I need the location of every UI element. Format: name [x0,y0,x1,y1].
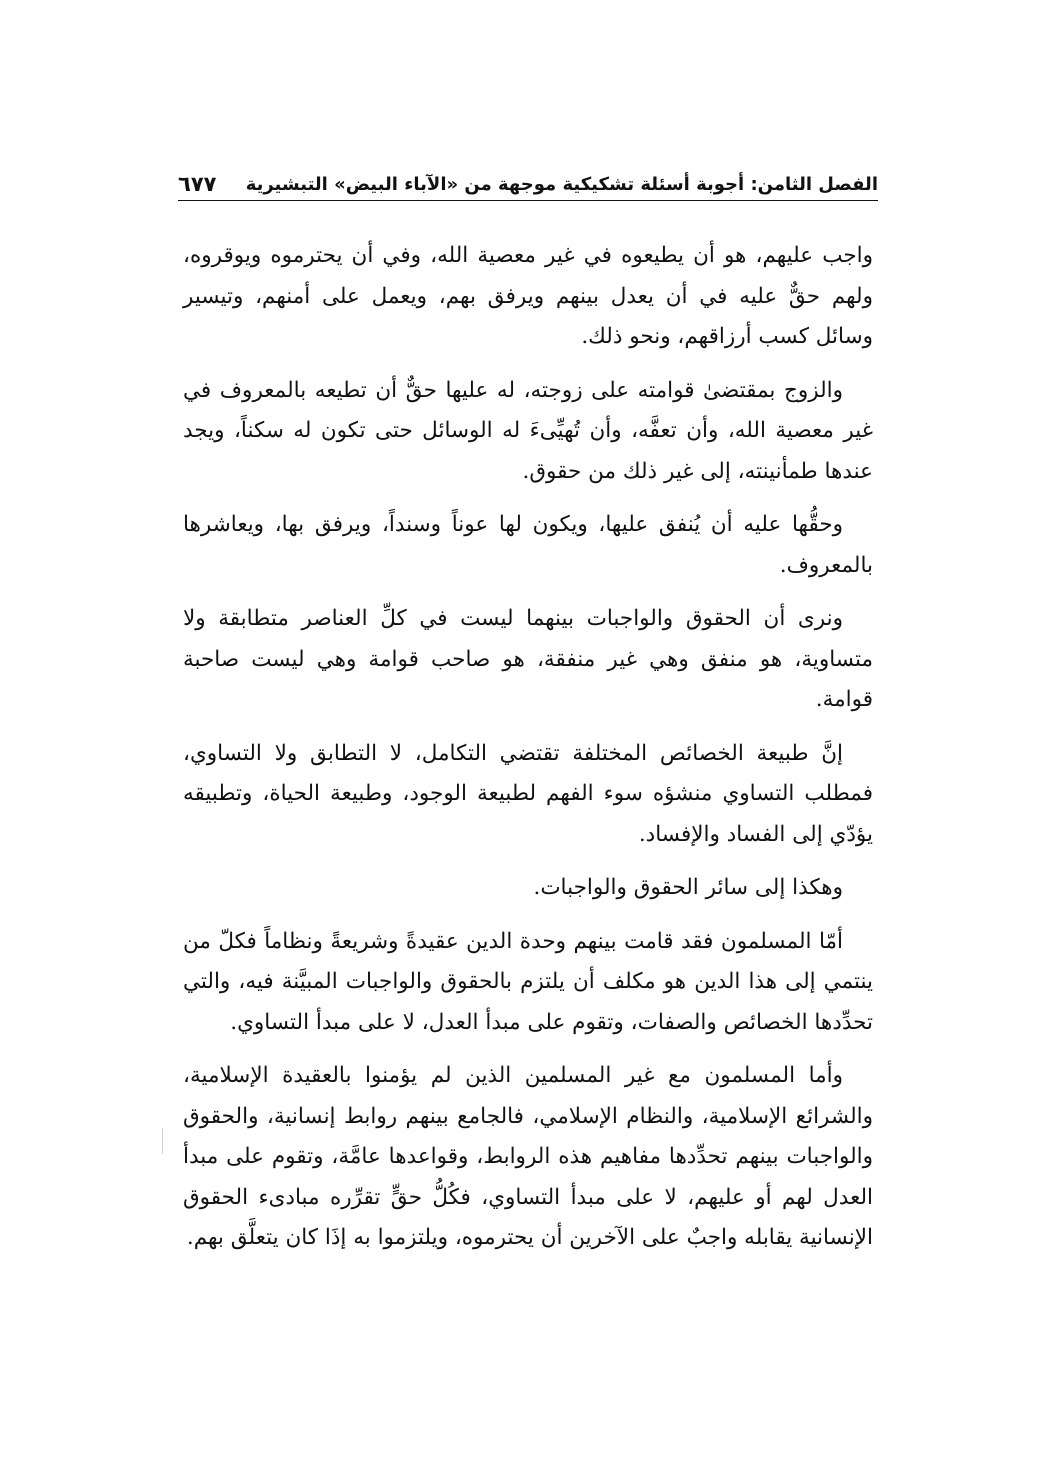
paragraph-1: واجب عليهم، هو أن يطيعوه في غير معصية الله، وفي أن يحترموه ويوقروه، ولهم حقٌّ عليه في أن يعدل بينهم ويرفق بهم، ويعمل على أمنهم، وتيسير وسائل كسب أرزاقهم، ونحو ذلك. [183,243,873,349]
body-text [183,236,873,1272]
paragraph-5: إنَّ طبيعة الخصائص المختلفة تقتضي التكامل، لا التطابق ولا التساوي، فمطلب التساوي منشؤه سوء الفهم لطبيعة الوجود، وطبيعة الحياة، وتطبيقه يؤدّي إلى الفساد والإفساد. [183,740,873,847]
paragraph-7: أمّا المسلمون فقد قامت بينهم وحدة الدين عقيدةً وشريعةً ونظاماً فكلّ من ينتمي إلى هذا الدين هو مكلف أن يلتزم بالحقوق والواجبات المبيَّنة فيه، والتي تحدِّدها الخصائص والصفات، وتقوم على مبدأ العدل، لا على مبدأ التساوي. [183,928,873,1035]
paragraph-8: وأما المسلمون مع غير المسلمين الذين لم يؤمنوا بالعقيدة الإسلامية، والشرائع الإسلامية، والنظام الإسلامي، فالجامع بينهم روابط إنسانية، والحقوق والواجبات بينهم تحدِّدها مفاهيم هذه الروابط، وقواعدها عامَّة، وتقوم على مبدأ العدل لهم أو عليهم، لا على مبدأ التساوي، فكُلُّ حقٍّ تقرِّره مبادىء الحقوق الإنسانية يقابله واجبٌ على الآخرين أن يحترموه، ويلتزموا به إذَا كان يتعلَّق بهم. [183,1063,873,1250]
running-header [178,166,878,202]
paragraph-3: وحقُّها عليه أن يُنفق عليها، ويكون لها عوناً وسنداً، ويرفق بها، ويعاشرها بالمعروف. [183,512,873,578]
paragraph-4: ونرى أن الحقوق والواجبات بينهما ليست في كلِّ العناصر متطابقة ولا متساوية، هو منفق وهي غير منفقة، هو صاحب قوامة وهي ليست صاحبة قوامة. [183,606,873,712]
header-divider [178,200,878,201]
margin-mark [162,1128,163,1154]
page-number: ٦٧٧ [178,172,217,196]
paragraph-2: والزوج بمقتضىٰ قوامته على زوجته، له عليها حقٌّ أن تطيعه بالمعروف في غير معصية الله، وأن تعفَّه، وأن تُهيِّىءَ له الوسائل حتى تكون له سكناً، ويجد عندها طمأنينته، إلى غير ذلك من حقوق. [183,377,873,484]
paragraph-6: وهكذا إلى سائر الحقوق والواجبات. [533,875,843,900]
chapter-title: الفصل الثامن: أجوبة أسئلة تشكيكية موجهة من «الآباء البيض» التبشيرية [245,173,878,195]
